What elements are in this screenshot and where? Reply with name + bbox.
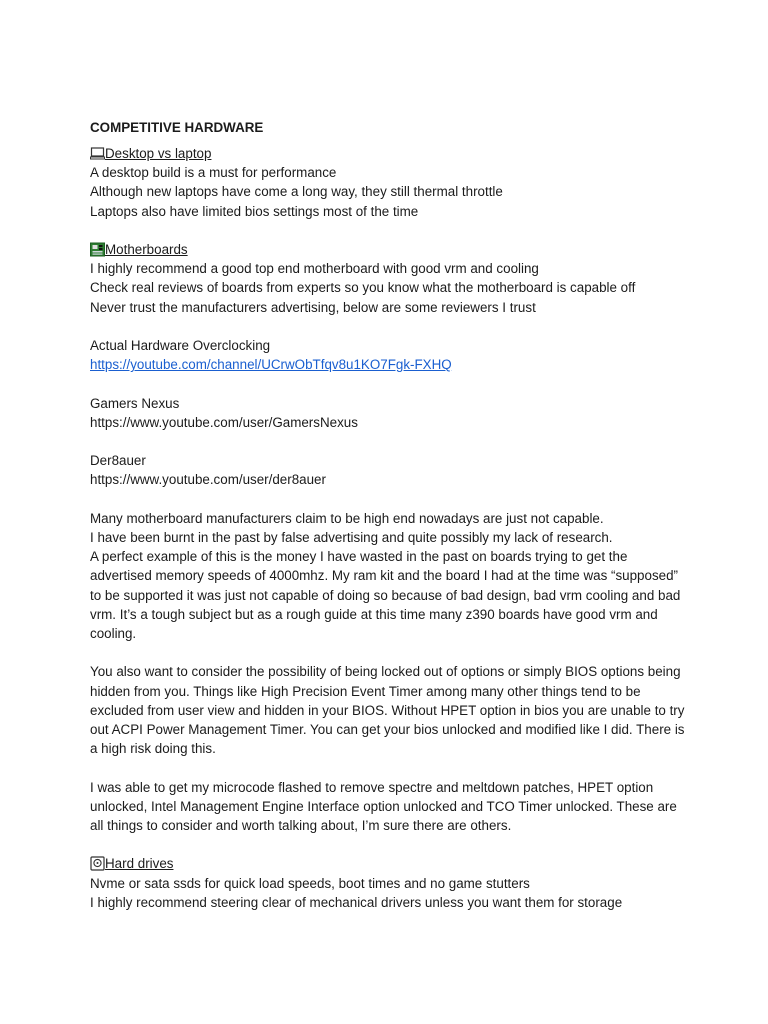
desktop-line-3: Laptops also have limited bios settings most of the time xyxy=(90,203,419,219)
paragraph-line: Many motherboard manufacturers claim to be high end nowadays are just not capable. xyxy=(90,510,604,526)
motherboard-icon xyxy=(90,242,105,257)
reviewer-link[interactable]: https://youtube.com/channel/UCrwObTfqv8u1KO7Fgk-FXHQ xyxy=(90,357,452,373)
motherboards-line-1: I highly recommend a good top end motherboard with good vrm and cooling xyxy=(90,261,539,277)
document-title: COMPETITIVE HARDWARE xyxy=(90,120,264,135)
paragraph: A perfect example of this is the money I have wasted in the past on boards trying to get the advertised memory speeds of 4000mhz. My ram kit and the board I had at the time was “supposed” to be supported it was just not capable of doing so because of bad design, bad vrm cooling and bad vrm. It’s a tough subject but as a rough guide at this time many z390 boards have good vrm and cooling. xyxy=(90,549,681,641)
spacer xyxy=(90,221,690,240)
section-heading-motherboards-label: Motherboards xyxy=(105,241,188,257)
computer-icon xyxy=(90,146,105,161)
paragraph-line: I have been burnt in the past by false advertising and quite possibly my lack of research. xyxy=(90,529,613,545)
harddrives-line-1: Nvme or sata ssds for quick load speeds, boot times and no game stutters xyxy=(90,875,530,891)
paragraph: You also want to consider the possibility of being locked out of options or simply BIOS options being hidden from you. Things like High Precision Event Timer among many other things tend to be excluded from user view and hidden in your BIOS. Without HPET option in bios you are unable to try out ACPI Power Management Timer. You can get your bios unlocked and modified like I did. There is a high risk doing this. xyxy=(90,664,685,757)
harddrives-line-2: I highly recommend steering clear of mechanical drivers unless you want them for storage xyxy=(90,894,623,910)
section-heading-desktop xyxy=(90,144,690,163)
reviewer-name: Der8auer xyxy=(90,453,146,469)
spacer xyxy=(90,643,690,662)
reviewer-name: Actual Hardware Overclocking xyxy=(90,337,271,353)
spacer xyxy=(90,374,690,393)
motherboards-line-2: Check real reviews of boards from experts so you know what the motherboard is capable off xyxy=(90,280,636,296)
spacer xyxy=(90,835,690,854)
section-heading-motherboards xyxy=(90,240,690,259)
section-heading-harddrives xyxy=(90,854,690,873)
spacer xyxy=(90,758,690,777)
paragraph: I was able to get my microcode flashed to remove spectre and meltdown patches, HPET option unlocked, Intel Management Engine Interface option unlocked and TCO Timer unlocked. These are all things to consider and worth talking about, I’m sure there are others. xyxy=(90,779,677,833)
spacer xyxy=(90,432,690,451)
spacer xyxy=(90,317,690,336)
document-page xyxy=(90,118,690,912)
section-heading-harddrives-label: Hard drives xyxy=(105,856,174,872)
reviewer-url-text: https://www.youtube.com/user/GamersNexus xyxy=(90,414,358,430)
motherboards-line-3: Never trust the manufacturers advertising, below are some reviewers I trust xyxy=(90,299,536,315)
reviewer-url-text: https://www.youtube.com/user/der8auer xyxy=(90,472,326,488)
desktop-line-2: Although new laptops have come a long way, they still thermal throttle xyxy=(90,184,503,200)
section-heading-desktop-label: Desktop vs laptop xyxy=(105,146,212,161)
hard-drive-icon xyxy=(90,856,105,871)
spacer xyxy=(90,490,690,509)
reviewer-name: Gamers Nexus xyxy=(90,395,180,411)
desktop-line-1: A desktop build is a must for performance xyxy=(90,165,337,181)
